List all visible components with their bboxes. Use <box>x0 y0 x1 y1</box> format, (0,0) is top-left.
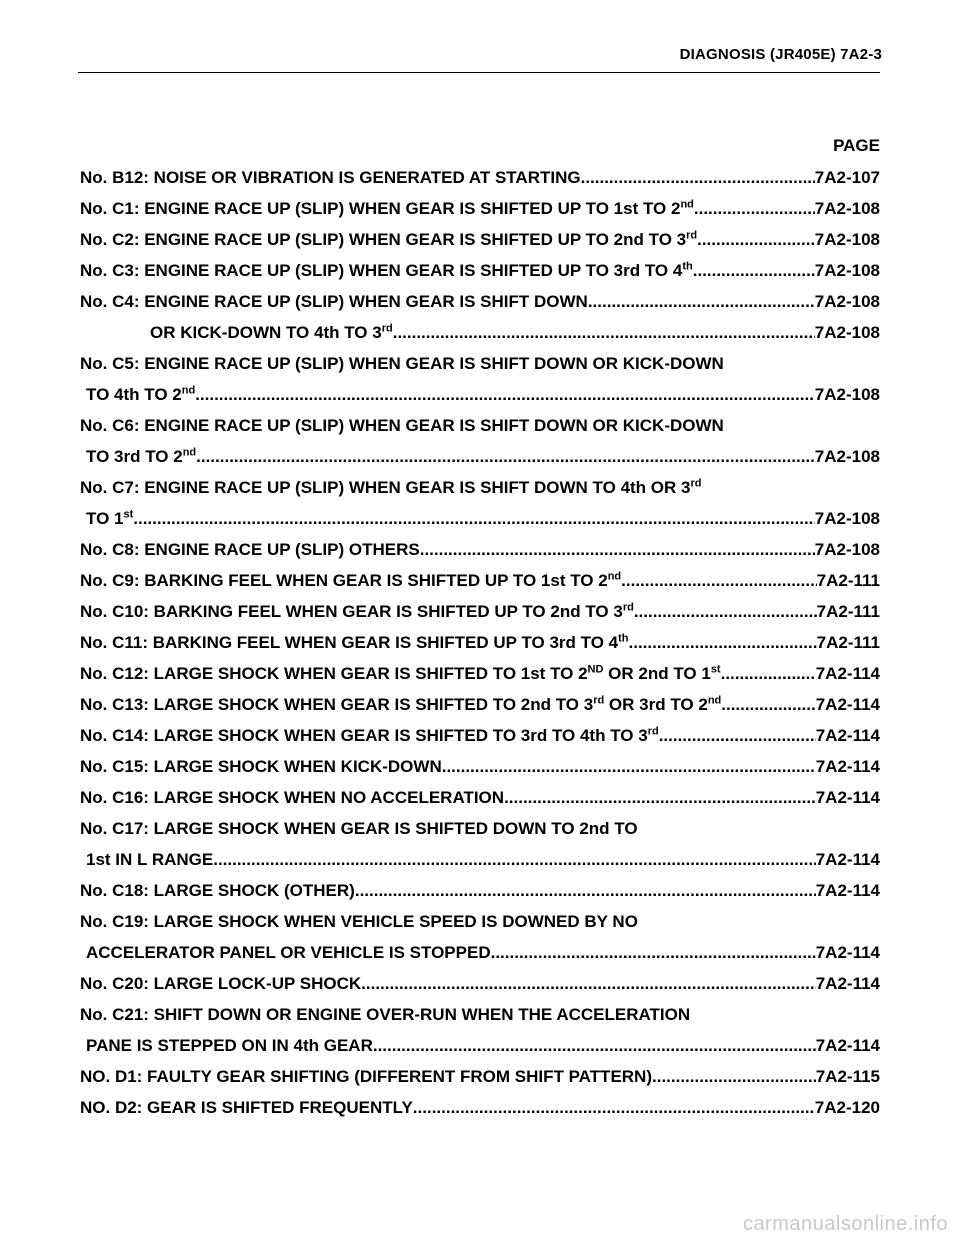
page-header-title: DIAGNOSIS (JR405E) 7A2-3 <box>679 46 882 63</box>
dot-leader <box>361 974 816 994</box>
toc-page-number: 7A2-114 <box>815 881 880 900</box>
toc-page-number: 7A2-114 <box>815 757 880 776</box>
toc-entry <box>80 1028 880 1056</box>
toc-text-segment: No. C10: BARKING FEEL WHEN GEAR IS SHIFTED UP TO 2nd TO 3 <box>80 602 623 621</box>
toc-text-segment: No. C11: BARKING FEEL WHEN GEAR IS SHIFTED UP TO 3rd TO 4 <box>80 633 619 652</box>
dot-leader <box>621 571 817 591</box>
toc-entry <box>80 811 880 839</box>
toc-text-segment: No. C2: ENGINE RACE UP (SLIP) WHEN GEAR IS SHIFTED UP TO 2nd TO 3 <box>80 230 687 249</box>
toc-text-segment: No. B12: NOISE OR VIBRATION IS GENERATED AT STARTING <box>80 168 581 187</box>
toc-entry <box>80 315 880 343</box>
toc-entry-text <box>80 633 629 653</box>
toc-entry-text <box>80 788 504 808</box>
toc-entry-text <box>80 199 694 219</box>
toc-text-segment: No. C19: LARGE SHOCK WHEN VEHICLE SPEED IS DOWNED BY NO <box>80 912 638 931</box>
toc-entry <box>80 749 880 777</box>
toc-superscript: th <box>682 260 693 273</box>
toc-page-number: 7A2-108 <box>814 230 880 249</box>
toc-text-segment: No. C15: LARGE SHOCK WHEN KICK-DOWN <box>80 757 442 776</box>
toc-superscript: st <box>710 663 721 676</box>
toc-entry-text <box>80 416 724 436</box>
toc-text-segment: NO. D1: FAULTY GEAR SHIFTING (DIFFERENT FROM SHIFT PATTERN) <box>80 1067 652 1086</box>
toc-entry <box>80 656 880 684</box>
toc-entry <box>80 191 880 219</box>
dot-leader <box>373 1036 816 1056</box>
toc-page-number: 7A2-114 <box>815 943 880 962</box>
dot-leader <box>652 1067 816 1087</box>
dot-leader <box>213 850 816 870</box>
toc-text-segment: No. C6: ENGINE RACE UP (SLIP) WHEN GEAR IS SHIFT DOWN OR KICK-DOWN <box>80 416 724 435</box>
toc-text-segment: No. C20: LARGE LOCK-UP SHOCK <box>80 974 362 993</box>
toc-page-number: 7A2-114 <box>815 726 880 745</box>
dot-leader <box>721 664 816 684</box>
toc-entry <box>80 346 880 374</box>
toc-text-segment: No. C4: ENGINE RACE UP (SLIP) WHEN GEAR IS SHIFT DOWN <box>80 292 588 311</box>
dot-leader <box>442 757 816 777</box>
toc-superscript: rd <box>690 477 702 490</box>
header-rule <box>78 72 880 73</box>
toc-entry-text <box>80 974 361 994</box>
toc-entry <box>80 718 880 746</box>
dot-leader <box>693 261 815 281</box>
toc-superscript: rd <box>686 229 698 242</box>
toc-entry-text <box>80 757 442 777</box>
toc-entry-text <box>150 323 393 343</box>
toc-entry <box>80 377 880 405</box>
toc-entry-text <box>80 261 693 281</box>
toc-entry <box>80 997 880 1025</box>
toc-text-segment: No. C13: LARGE SHOCK WHEN GEAR IS SHIFTED TO 2nd TO 3 <box>80 695 594 714</box>
dot-leader <box>393 323 815 343</box>
toc-entry-text <box>86 385 195 405</box>
toc-entry-text <box>80 819 638 839</box>
toc-text-segment: TO 1 <box>86 509 124 528</box>
toc-page-number: 7A2-111 <box>816 571 880 590</box>
toc-text-segment: No. C8: ENGINE RACE UP (SLIP) OTHERS <box>80 540 420 559</box>
toc-text-segment: No. C3: ENGINE RACE UP (SLIP) WHEN GEAR IS SHIFTED UP TO 3rd TO 4 <box>80 261 683 280</box>
toc-text-segment: PANE IS STEPPED ON IN 4th GEAR <box>86 1036 373 1055</box>
toc-superscript: nd <box>182 446 197 459</box>
toc-text-segment: TO 4th TO 2 <box>86 385 182 404</box>
toc-entry <box>80 1059 880 1087</box>
toc-text-segment: No. C9: BARKING FEEL WHEN GEAR IS SHIFTED UP TO 1st TO 2 <box>80 571 608 590</box>
toc-superscript: nd <box>181 384 196 397</box>
dot-leader <box>413 1098 815 1118</box>
toc-text-segment: TO 3rd TO 2 <box>86 447 183 466</box>
toc-entry <box>80 160 880 188</box>
toc-entry <box>80 625 880 653</box>
toc-page-number: 7A2-114 <box>815 974 880 993</box>
toc-entry-text <box>80 292 588 312</box>
dot-leader <box>491 943 816 963</box>
dot-leader <box>697 230 815 250</box>
toc-entry <box>80 253 880 281</box>
toc-page-number: 7A2-114 <box>815 695 880 714</box>
toc-superscript: rd <box>593 694 605 707</box>
toc-page-number: 7A2-108 <box>814 509 880 528</box>
toc-entry <box>80 563 880 591</box>
dot-leader <box>133 509 815 529</box>
toc-page-number: 7A2-114 <box>815 850 880 869</box>
toc-entry <box>80 873 880 901</box>
toc-entry-text <box>86 509 133 529</box>
dot-leader <box>659 726 816 746</box>
toc-entry-text <box>80 1067 652 1087</box>
toc-text-segment: No. C17: LARGE SHOCK WHEN GEAR IS SHIFTED DOWN TO 2nd TO <box>80 819 638 838</box>
toc-superscript: nd <box>607 570 622 583</box>
toc-page-number: 7A2-114 <box>815 1036 880 1055</box>
dot-leader <box>355 881 816 901</box>
dot-leader <box>581 168 815 188</box>
toc-entry-text <box>80 571 621 591</box>
toc-page-number: 7A2-108 <box>814 199 880 218</box>
toc-entry-text <box>80 881 355 901</box>
toc-entry-text <box>86 447 196 467</box>
toc-text-segment: No. C18: LARGE SHOCK (OTHER) <box>80 881 355 900</box>
page-column-label: PAGE <box>833 136 880 155</box>
toc-entry-text <box>80 354 724 374</box>
toc-text-segment: OR KICK-DOWN TO 4th TO 3 <box>150 323 382 342</box>
toc-page-number: 7A2-114 <box>815 664 880 683</box>
toc-entry <box>80 284 880 312</box>
toc-page-number: 7A2-108 <box>814 292 880 311</box>
toc-entry-text <box>80 1005 690 1025</box>
dot-leader <box>629 633 817 653</box>
toc-entry-text <box>80 602 634 622</box>
toc-entry-text <box>86 943 491 963</box>
dot-leader <box>504 788 816 808</box>
toc-superscript: nd <box>680 198 694 211</box>
toc-text-segment: OR 2nd TO 1 <box>603 664 711 683</box>
toc-superscript: nd <box>707 694 722 707</box>
toc-page-number: 7A2-120 <box>814 1098 880 1117</box>
toc-entry-text <box>80 664 721 684</box>
watermark: carmanualsonline.info <box>742 1213 948 1235</box>
toc-page-number: 7A2-111 <box>816 633 880 652</box>
toc-text-segment: No. C12: LARGE SHOCK WHEN GEAR IS SHIFTED TO 1st TO 2 <box>80 664 588 683</box>
toc-text-segment: OR 3rd TO 2 <box>604 695 708 714</box>
toc-entry <box>80 1090 880 1118</box>
toc-page-number: 7A2-108 <box>814 447 880 466</box>
toc-entry <box>80 966 880 994</box>
toc-superscript: th <box>618 632 629 645</box>
dot-leader <box>721 695 815 715</box>
toc-entry <box>80 687 880 715</box>
toc-entry-text <box>80 912 638 932</box>
toc-entry-text <box>80 168 581 188</box>
toc-entry-text <box>80 478 701 498</box>
toc-entry <box>80 532 880 560</box>
toc-text-segment: No. C1: ENGINE RACE UP (SLIP) WHEN GEAR IS SHIFTED UP TO 1st TO 2 <box>80 199 681 218</box>
toc-superscript: rd <box>622 601 634 614</box>
toc-text-segment: NO. D2: GEAR IS SHIFTED FREQUENTLY <box>80 1098 413 1117</box>
toc-text-segment: No. C5: ENGINE RACE UP (SLIP) WHEN GEAR IS SHIFT DOWN OR KICK-DOWN <box>80 354 724 373</box>
dot-leader <box>694 199 815 219</box>
toc-text-segment: No. C7: ENGINE RACE UP (SLIP) WHEN GEAR IS SHIFT DOWN TO 4th OR 3 <box>80 478 691 497</box>
dot-leader <box>195 385 815 405</box>
dot-leader <box>420 540 815 560</box>
toc-page-number: 7A2-111 <box>816 602 880 621</box>
toc-page-number: 7A2-114 <box>815 788 880 807</box>
toc-entry <box>80 222 880 250</box>
toc-entry <box>80 501 880 529</box>
toc-text-segment: No. C14: LARGE SHOCK WHEN GEAR IS SHIFTED TO 3rd TO 4th TO 3 <box>80 726 648 745</box>
dot-leader <box>588 292 815 312</box>
toc-page-number: 7A2-107 <box>814 168 880 187</box>
toc-superscript: ND <box>587 663 604 676</box>
dot-leader <box>634 602 817 622</box>
toc-superscript: st <box>123 508 134 521</box>
toc-entry-text <box>80 726 659 746</box>
toc-superscript: rd <box>381 322 393 335</box>
toc-page-number: 7A2-115 <box>815 1067 880 1086</box>
toc-entry <box>80 408 880 436</box>
toc-entry-text <box>86 850 213 870</box>
toc-entry-text <box>80 230 697 250</box>
toc-superscript: rd <box>647 725 659 738</box>
toc-entry <box>80 935 880 963</box>
toc-entry <box>80 439 880 467</box>
toc-page-number: 7A2-108 <box>814 323 880 342</box>
toc-entry <box>80 594 880 622</box>
toc-entry <box>80 780 880 808</box>
toc-text-segment: No. C16: LARGE SHOCK WHEN NO ACCELERATION <box>80 788 505 807</box>
toc-entry-text <box>86 1036 373 1056</box>
toc-entry <box>80 904 880 932</box>
toc-entry <box>80 842 880 870</box>
toc-entry-text <box>80 1098 413 1118</box>
toc-page-number: 7A2-108 <box>814 385 880 404</box>
toc-text-segment: ACCELERATOR PANEL OR VEHICLE IS STOPPED <box>86 943 491 962</box>
toc-page-number: 7A2-108 <box>814 261 880 280</box>
toc-text-segment: No. C21: SHIFT DOWN OR ENGINE OVER-RUN WHEN THE ACCELERATION <box>80 1005 691 1024</box>
toc-entry-text <box>80 540 420 560</box>
toc-page-number: 7A2-108 <box>814 540 880 559</box>
toc-entry-text <box>80 695 721 715</box>
toc-entry <box>80 470 880 498</box>
toc-text-segment: 1st IN L RANGE <box>86 850 214 869</box>
dot-leader <box>196 447 815 467</box>
